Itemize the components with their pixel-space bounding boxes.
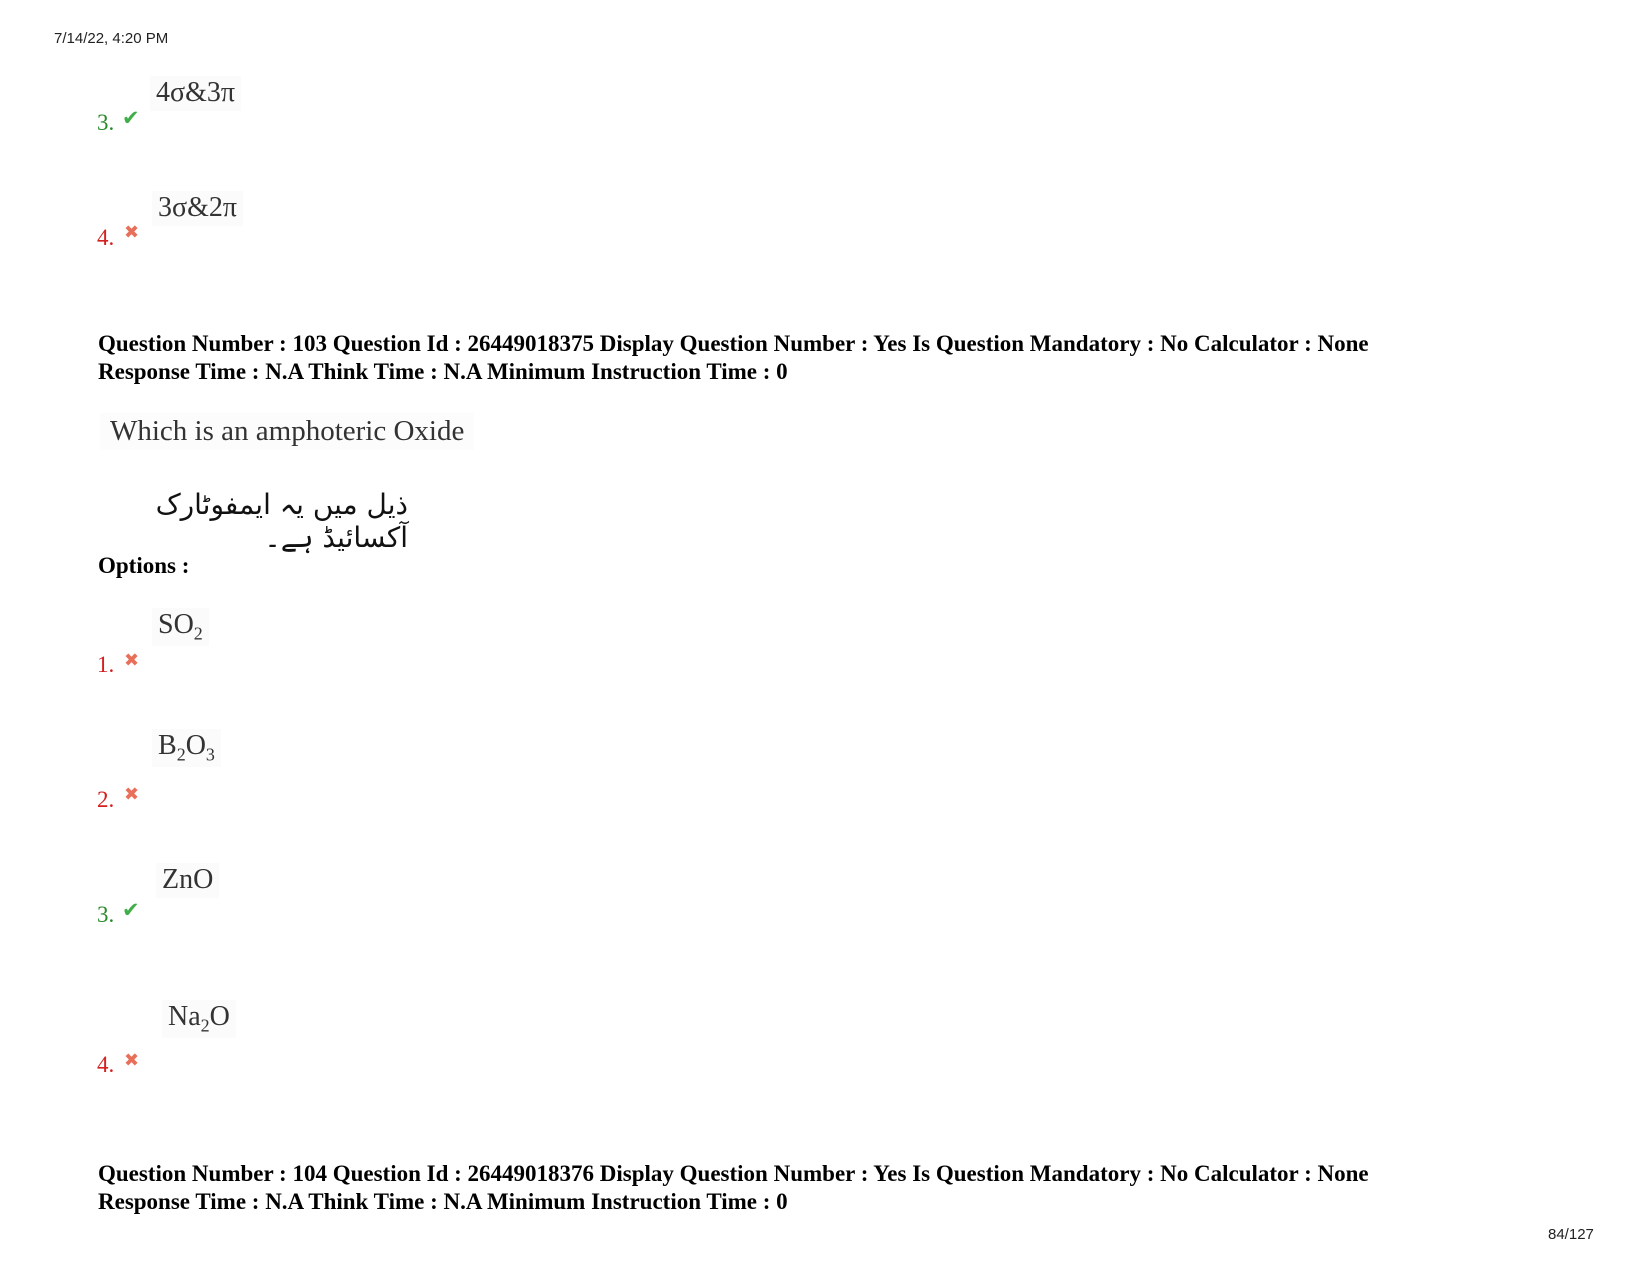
cross-icon: ✖ bbox=[124, 784, 140, 805]
print-timestamp: 7/14/22, 4:20 PM bbox=[54, 30, 169, 47]
cross-icon: ✖ bbox=[124, 222, 140, 243]
option-3-number: 3. bbox=[97, 902, 115, 927]
question-103-text-urdu: ذیل میں یہ ایمفوٹارک آکسائیڈ ہے۔ bbox=[155, 488, 408, 554]
page-number: 84/127 bbox=[1548, 1226, 1594, 1243]
prev-option-4-number: 4. bbox=[97, 225, 115, 250]
prev-option-4-image: 3σ&2π bbox=[152, 191, 243, 226]
cross-icon: ✖ bbox=[124, 650, 140, 671]
option-2-number: 2. bbox=[97, 787, 115, 812]
cross-icon: ✖ bbox=[124, 1050, 140, 1071]
option-2-image: $B_2O_3$ bbox=[152, 729, 221, 767]
question-104-meta-line2: Response Time : N.A Think Time : N.A Minimum Instruction Time : 0 bbox=[98, 1189, 788, 1214]
prev-option-3-image: 4σ&3π bbox=[150, 76, 241, 111]
question-103-text-english: Which is an amphoteric Oxide bbox=[100, 413, 474, 450]
options-label: Options : bbox=[98, 553, 190, 578]
option-3-image: ZnO bbox=[156, 863, 219, 898]
check-icon: ✔ bbox=[122, 898, 140, 922]
option-1-number: 1. bbox=[97, 652, 115, 677]
prev-option-3-number: 3. bbox=[97, 110, 115, 135]
question-103-meta-line1: Question Number : 103 Question Id : 26449018375 Display Question Number : Yes Is Question Mandatory : No Calculator : None bbox=[98, 331, 1369, 356]
option-1-image: $SO_2$ bbox=[152, 608, 209, 646]
question-104-meta-line1: Question Number : 104 Question Id : 26449018376 Display Question Number : Yes Is Question Mandatory : No Calculator : None bbox=[98, 1161, 1369, 1186]
question-103-meta-line2: Response Time : N.A Think Time : N.A Minimum Instruction Time : 0 bbox=[98, 359, 788, 384]
option-4-image: $Na_2O$ bbox=[162, 1000, 236, 1038]
check-icon: ✔ bbox=[122, 106, 140, 130]
option-4-number: 4. bbox=[97, 1052, 115, 1077]
